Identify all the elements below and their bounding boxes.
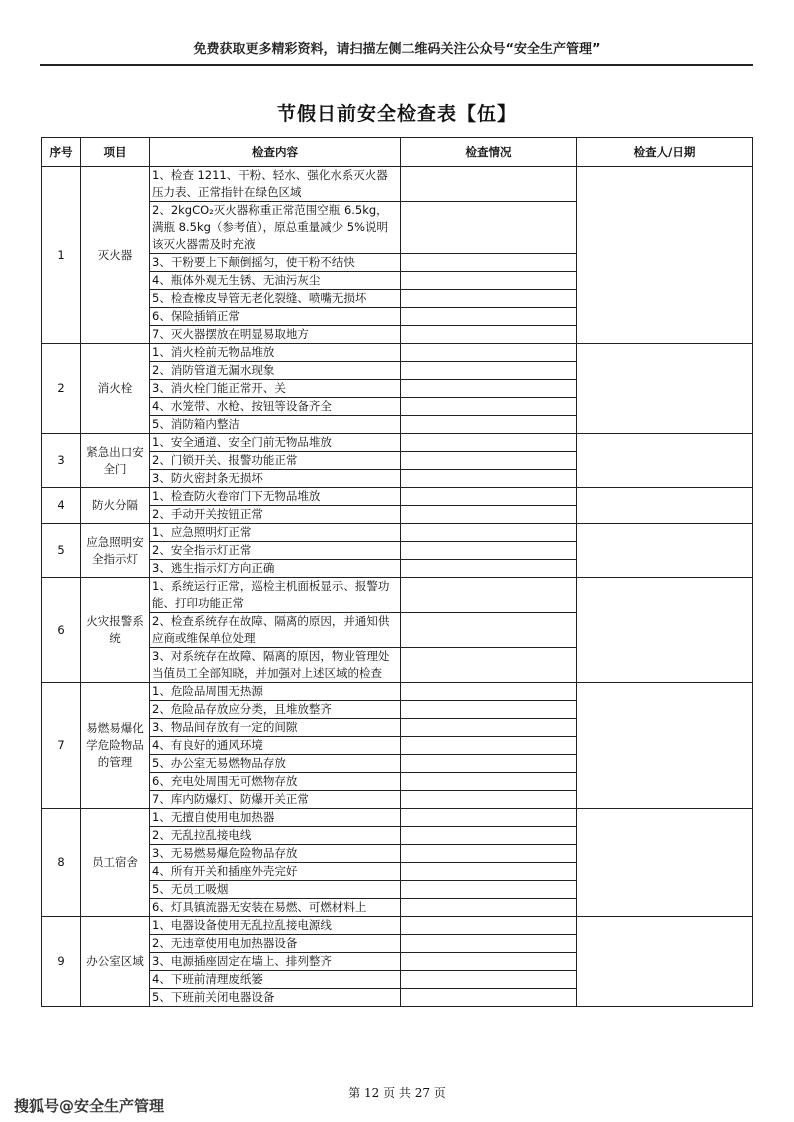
check-status-cell[interactable]	[401, 899, 577, 917]
row-seq-number: 3	[42, 434, 81, 488]
check-status-cell[interactable]	[401, 398, 577, 416]
check-content-cell: 2、危险品存放应分类，且堆放整齐	[150, 701, 401, 719]
check-content-cell: 3、消火栓门能正常开、关	[150, 380, 401, 398]
check-status-cell[interactable]	[401, 791, 577, 809]
source-watermark: 搜狐号@安全生产管理	[14, 1097, 165, 1115]
row-item-name: 火灾报警系统	[81, 578, 150, 683]
check-status-cell[interactable]	[401, 755, 577, 773]
row-item-name: 灭火器	[81, 167, 150, 344]
check-content-cell: 4、下班前清理废纸篓	[150, 971, 401, 989]
check-status-cell[interactable]	[401, 989, 577, 1007]
check-status-cell[interactable]	[401, 416, 577, 434]
check-content-cell: 5、下班前关闭电器设备	[150, 989, 401, 1007]
check-status-cell[interactable]	[401, 254, 577, 272]
check-content-cell: 1、电器设备使用无乱拉乱接电源线	[150, 917, 401, 935]
check-content-cell: 3、无易燃易爆危险物品存放	[150, 845, 401, 863]
column-header-seq: 序号	[42, 138, 81, 167]
check-status-cell[interactable]	[401, 326, 577, 344]
check-status-cell[interactable]	[401, 344, 577, 362]
check-content-cell: 5、检查橡皮导管无老化裂缝、喷嘴无损坏	[150, 290, 401, 308]
page-number: 第 12 页 共 27 页	[348, 1086, 446, 1100]
check-content-cell: 2、安全指示灯正常	[150, 542, 401, 560]
table-row	[42, 434, 753, 452]
check-content-cell: 1、无擅自使用电加热器	[150, 809, 401, 827]
table-header-row	[42, 138, 753, 167]
table-row	[42, 578, 753, 613]
check-content-cell: 7、库内防爆灯、防爆开关正常	[150, 791, 401, 809]
check-content-cell: 1、系统运行正常，巡检主机面板显示、报警功能、打印功能正常	[150, 578, 401, 613]
inspector-date-cell[interactable]	[577, 578, 753, 683]
inspector-date-cell[interactable]	[577, 167, 753, 344]
check-content-cell: 2、无乱拉乱接电线	[150, 827, 401, 845]
check-content-cell: 6、充电处周围无可燃物存放	[150, 773, 401, 791]
check-content-cell: 1、危险品周围无热源	[150, 683, 401, 701]
check-status-cell[interactable]	[401, 863, 577, 881]
check-status-cell[interactable]	[401, 542, 577, 560]
check-status-cell[interactable]	[401, 202, 577, 254]
check-status-cell[interactable]	[401, 881, 577, 899]
column-header-content: 检查内容	[150, 138, 401, 167]
row-seq-number: 4	[42, 488, 81, 524]
row-item-name: 应急照明安全指示灯	[81, 524, 150, 578]
check-status-cell[interactable]	[401, 648, 577, 683]
check-content-cell: 1、消火栓前无物品堆放	[150, 344, 401, 362]
check-content-cell: 2、门锁开关、报警功能正常	[150, 452, 401, 470]
check-status-cell[interactable]	[401, 290, 577, 308]
check-status-cell[interactable]	[401, 308, 577, 326]
check-content-cell: 4、水笼带、水枪、按钮等设备齐全	[150, 398, 401, 416]
check-status-cell[interactable]	[401, 613, 577, 648]
check-content-cell: 3、防火密封条无损坏	[150, 470, 401, 488]
inspector-date-cell[interactable]	[577, 809, 753, 917]
check-content-cell: 2、手动开关按钮正常	[150, 506, 401, 524]
check-content-cell: 4、瓶体外观无生锈、无油污灰尘	[150, 272, 401, 290]
check-content-cell: 3、电源插座固定在墙上、排列整齐	[150, 953, 401, 971]
check-content-cell: 3、对系统存在故障、隔离的原因，物业管理处当值员工全部知晓，并加强对上述区域的检查	[150, 648, 401, 683]
table-row	[42, 524, 753, 542]
table-row	[42, 917, 753, 935]
check-status-cell[interactable]	[401, 560, 577, 578]
row-item-name: 易燃易爆化学危险物品的管理	[81, 683, 150, 809]
check-status-cell[interactable]	[401, 578, 577, 613]
column-header-status: 检查情况	[401, 138, 577, 167]
check-status-cell[interactable]	[401, 845, 577, 863]
row-seq-number: 9	[42, 917, 81, 1007]
row-seq-number: 7	[42, 683, 81, 809]
check-status-cell[interactable]	[401, 809, 577, 827]
check-status-cell[interactable]	[401, 434, 577, 452]
check-status-cell[interactable]	[401, 953, 577, 971]
row-seq-number: 6	[42, 578, 81, 683]
check-status-cell[interactable]	[401, 506, 577, 524]
row-seq-number: 8	[42, 809, 81, 917]
inspector-date-cell[interactable]	[577, 524, 753, 578]
check-content-cell: 1、应急照明灯正常	[150, 524, 401, 542]
inspector-date-cell[interactable]	[577, 917, 753, 1007]
check-status-cell[interactable]	[401, 701, 577, 719]
check-content-cell: 5、无员工吸烟	[150, 881, 401, 899]
check-content-cell: 1、检查 1211、干粉、轻水、强化水系灭火器压力表、正常指针在绿色区域	[150, 167, 401, 202]
row-item-name: 防火分隔	[81, 488, 150, 524]
check-content-cell: 3、物品间存放有一定的间隙	[150, 719, 401, 737]
check-content-cell: 1、安全通道、安全门前无物品堆放	[150, 434, 401, 452]
row-seq-number: 5	[42, 524, 81, 578]
inspector-date-cell[interactable]	[577, 683, 753, 809]
check-status-cell[interactable]	[401, 452, 577, 470]
page-title: 节假日前安全检查表【伍】	[276, 103, 517, 125]
header-divider	[40, 64, 753, 66]
row-item-name: 紧急出口安全门	[81, 434, 150, 488]
check-content-cell: 2、2kgCO₂灭火器称重正常范围空瓶 6.5kg，满瓶 8.5kg（参考值），原总重量减少 5%说明该灭火器需及时充液	[150, 202, 401, 254]
table-row	[42, 167, 753, 202]
check-status-cell[interactable]	[401, 917, 577, 935]
check-content-cell: 2、检查系统存在故障、隔离的原因，并通知供应商或维保单位处理	[150, 613, 401, 648]
check-content-cell: 5、办公室无易燃物品存放	[150, 755, 401, 773]
check-status-cell[interactable]	[401, 773, 577, 791]
check-status-cell[interactable]	[401, 272, 577, 290]
check-status-cell[interactable]	[401, 167, 577, 202]
check-content-cell: 3、干粉要上下颠倒摇匀，使干粉不结快	[150, 254, 401, 272]
row-item-name: 员工宿舍	[81, 809, 150, 917]
check-status-cell[interactable]	[401, 935, 577, 953]
inspector-date-cell[interactable]	[577, 434, 753, 488]
column-header-inspector-date: 检查人/日期	[577, 138, 753, 167]
safety-checklist-table	[41, 137, 753, 1007]
table-row	[42, 683, 753, 701]
inspector-date-cell[interactable]	[577, 488, 753, 524]
check-content-cell: 4、所有开关和插座外壳完好	[150, 863, 401, 881]
check-status-cell[interactable]	[401, 470, 577, 488]
check-content-cell: 6、灯具镇流器无安装在易燃、可燃材料上	[150, 899, 401, 917]
check-content-cell: 5、消防箱内整洁	[150, 416, 401, 434]
check-content-cell: 3、逃生指示灯方向正确	[150, 560, 401, 578]
row-seq-number: 1	[42, 167, 81, 344]
check-content-cell: 1、检查防火卷帘门下无物品堆放	[150, 488, 401, 506]
check-status-cell[interactable]	[401, 380, 577, 398]
check-content-cell: 7、灭火器摆放在明显易取地方	[150, 326, 401, 344]
check-status-cell[interactable]	[401, 719, 577, 737]
row-item-name: 办公室区域	[81, 917, 150, 1007]
check-status-cell[interactable]	[401, 488, 577, 506]
check-content-cell: 4、有良好的通风环境	[150, 737, 401, 755]
row-item-name: 消火栓	[81, 344, 150, 434]
check-status-cell[interactable]	[401, 683, 577, 701]
check-status-cell[interactable]	[401, 827, 577, 845]
check-status-cell[interactable]	[401, 737, 577, 755]
inspector-date-cell[interactable]	[577, 344, 753, 434]
header-notice: 免费获取更多精彩资料，请扫描左侧二维码关注公众号“安全生产管理”	[193, 42, 601, 57]
table-row	[42, 488, 753, 506]
row-seq-number: 2	[42, 344, 81, 434]
check-content-cell: 6、保险插销正常	[150, 308, 401, 326]
table-body	[42, 167, 753, 1007]
check-content-cell: 2、消防管道无漏水现象	[150, 362, 401, 380]
column-header-item: 项目	[81, 138, 150, 167]
check-status-cell[interactable]	[401, 524, 577, 542]
table-row	[42, 809, 753, 827]
check-status-cell[interactable]	[401, 362, 577, 380]
table-row	[42, 344, 753, 362]
check-status-cell[interactable]	[401, 971, 577, 989]
check-content-cell: 2、无违章使用电加热器设备	[150, 935, 401, 953]
